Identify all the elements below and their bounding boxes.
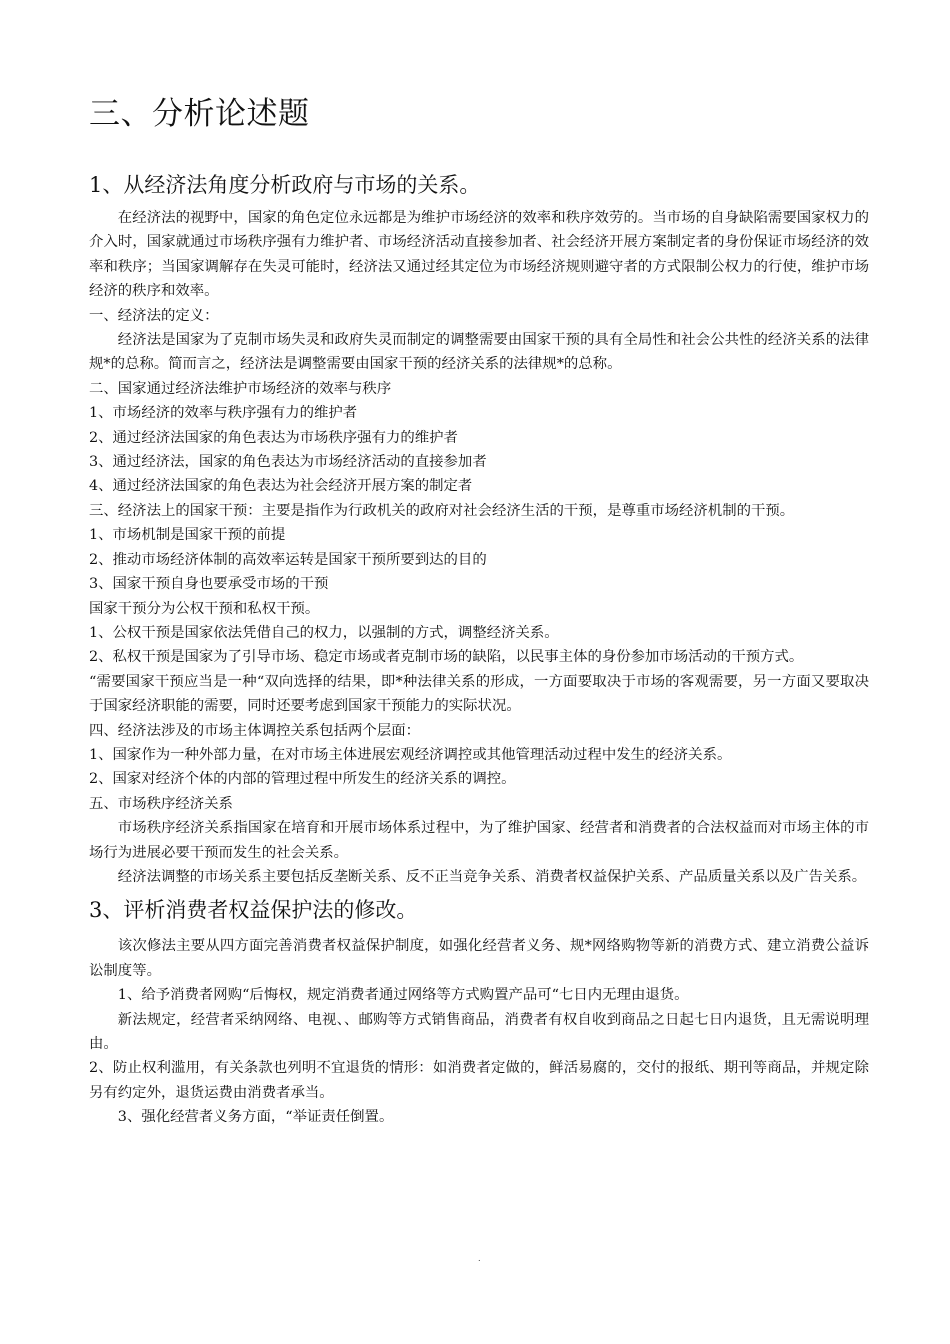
paragraph: 4、通过经济法国家的角色表达为社会经济开展方案的制定者: [89, 478, 473, 495]
paragraph: 3、强化经营者义务方面，“举证责任倒置。: [117, 1109, 394, 1126]
paragraph: 2、私权干预是国家为了引导市场、稳定市场或者克制市场的缺陷，以民事主体的身份参加市场活动的干预方式。: [89, 649, 804, 666]
paragraph: 1、给予消费者网购“后悔权，规定消费者通过网络等方式购置产品可“七日内无理由退货。: [117, 987, 689, 1004]
footer-mark: .: [478, 1254, 481, 1263]
section-3-body: [89, 934, 869, 1129]
paragraph: 1、公权干预是国家依法凭借自己的权力，以强制的方式，调整经济关系。: [89, 624, 559, 641]
paragraph: 1、市场经济的效率与秩序强有力的维护者: [89, 405, 358, 422]
page-title: 三、分析论述题: [89, 96, 310, 132]
paragraph: 五、市场秩序经济关系: [89, 795, 233, 812]
paragraph: 在经济法的视野中，国家的角色定位永远都是为维护市场经济的效率和秩序效劳的。当市场的自身缺陷需要国家权力的介入时，国家就通过市场秩序强有力维护者、市场经济活动直接参加者、社会经济开展方案制定者的身份保证市场经济的效率和秩序；当国家调解存在失灵可能时，经济法又通过经其定位为市场经济规则避守者的方式限制公权力的行使，维护市场经济的秩序和效率。: [89, 210, 869, 300]
paragraph: 3、国家干预自身也要承受市场的干预: [89, 576, 329, 593]
paragraph: 一、经济法的定义：: [89, 307, 219, 324]
paragraph: 2、通过经济法国家的角色表达为市场秩序强有力的维护者: [89, 429, 458, 446]
paragraph: 1、市场机制是国家干预的前提: [89, 527, 286, 544]
paragraph: 2、推动市场经济体制的高效率运转是国家干预所要到达的目的: [89, 551, 487, 568]
paragraph: 市场秩序经济关系指国家在培育和开展市场体系过程中，为了维护国家、经营者和消费者的合法权益而对市场主体的市场行为进展必要干预而发生的社会关系。: [89, 820, 869, 861]
paragraph: 2、防止权利滥用，有关条款也列明不宜退货的情形：如消费者定做的，鲜活易腐的，交付的报纸、期刊等商品，并规定除另有约定外，退货运费由消费者承当。: [89, 1060, 869, 1101]
section-heading-1: 1、从经济法角度分析政府与市场的关系。: [89, 173, 481, 197]
paragraph: 1、国家作为一种外部力量，在对市场主体进展宏观经济调控或其他管理活动过程中发生的经济关系。: [89, 746, 732, 763]
paragraph: 3、通过经济法，国家的角色表达为市场经济活动的直接参加者: [89, 454, 487, 471]
paragraph: 经济法是国家为了克制市场失灵和政府失灵而制定的调整需要由国家干预的具有全局性和社会公共性的经济关系的法律规*的总称。简而言之，经济法是调整需要由国家干预的经济关系的法律规*的总称。: [89, 332, 869, 373]
section-heading-3: 3、评析消费者权益保护法的修改。: [89, 898, 418, 923]
paragraph: “需要国家干预应当是一种“双向选择的结果，即*种法律关系的形成，一方面要取决于市场的客观需要，另一方面又要取决于国家经济职能的需要，同时还要考虑到国家干预能力的实际状况。: [89, 673, 869, 715]
paragraph: 三、经济法上的国家干预：主要是指作为行政机关的政府对社会经济生活的干预，是尊重市场经济机制的干预。: [89, 502, 795, 519]
paragraph: 该次修法主要从四方面完善消费者权益保护制度，如强化经营者义务、规*网络购物等新的消费方式、建立消费公益诉讼制度等。: [89, 938, 869, 979]
document-body: [89, 92, 869, 1130]
paragraph: 国家干预分为公权干预和私权干预。: [89, 600, 320, 617]
paragraph: 二、国家通过经济法维护市场经济的效率与秩序: [89, 380, 392, 397]
section-1-body: [89, 206, 869, 889]
paragraph: 新法规定，经营者采纳网络、电视、、邮购等方式销售商品，消费者有权自收到商品之日起七日内退货，且无需说明理由。: [89, 1011, 869, 1052]
paragraph: 经济法调整的市场关系主要包括反垄断关系、反不正当竞争关系、消费者权益保护关系、产品质量关系以及广告关系。: [117, 868, 867, 885]
paragraph: 四、经济法涉及的市场主体调控关系包括两个层面：: [89, 722, 420, 739]
paragraph: 2、国家对经济个体的内部的管理过程中所发生的经济关系的调控。: [89, 771, 516, 788]
